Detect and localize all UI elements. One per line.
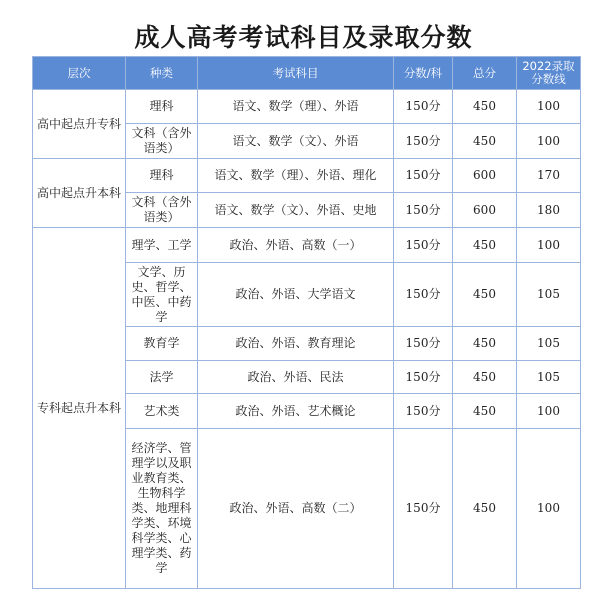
subjects-cell: 政治、外语、高数（一） (198, 228, 394, 263)
table-header-row (33, 57, 581, 90)
header-score-per-subject: 分数/科 (394, 57, 453, 90)
total-cell: 600 (453, 159, 517, 193)
score-cell: 150分 (394, 159, 453, 193)
table-row (33, 228, 581, 263)
category-cell: 教育学 (126, 327, 198, 361)
total-cell: 450 (453, 327, 517, 361)
subjects-cell: 政治、外语、艺术概论 (198, 394, 394, 429)
total-cell: 450 (453, 429, 517, 589)
cutoff-cell: 100 (517, 429, 581, 589)
category-cell: 理学、工学 (126, 228, 198, 263)
score-cell: 150分 (394, 124, 453, 159)
admission-score-table (32, 56, 581, 589)
cutoff-cell: 100 (517, 90, 581, 124)
header-subjects: 考试科目 (198, 57, 394, 90)
cutoff-cell: 105 (517, 327, 581, 361)
category-cell: 法学 (126, 361, 198, 394)
total-cell: 450 (453, 263, 517, 327)
level-cell: 高中起点升专科 (33, 90, 126, 159)
total-cell: 600 (453, 193, 517, 228)
subjects-cell: 政治、外语、教育理论 (198, 327, 394, 361)
score-cell: 150分 (394, 193, 453, 228)
score-cell: 150分 (394, 90, 453, 124)
level-cell: 高中起点升本科 (33, 159, 126, 228)
cutoff-cell: 170 (517, 159, 581, 193)
subjects-cell: 政治、外语、民法 (198, 361, 394, 394)
total-cell: 450 (453, 361, 517, 394)
category-cell: 经济学、管理学以及职业教育类、生物科学类、地理科学类、环境科学类、心理学类、药学 (126, 429, 198, 589)
level-cell: 专科起点升本科 (33, 228, 126, 589)
table-row (33, 90, 581, 124)
category-cell: 艺术类 (126, 394, 198, 429)
header-category: 种类 (126, 57, 198, 90)
header-level: 层次 (33, 57, 126, 90)
table-row (33, 159, 581, 193)
score-cell: 150分 (394, 361, 453, 394)
category-cell: 文学、历史、哲学、中医、中药学 (126, 263, 198, 327)
cutoff-cell: 105 (517, 263, 581, 327)
total-cell: 450 (453, 124, 517, 159)
subjects-cell: 语文、数学（理）、外语、理化 (198, 159, 394, 193)
subjects-cell: 政治、外语、高数（二） (198, 429, 394, 589)
header-total: 总分 (453, 57, 517, 90)
score-cell: 150分 (394, 263, 453, 327)
total-cell: 450 (453, 228, 517, 263)
category-cell: 理科 (126, 90, 198, 124)
cutoff-cell: 100 (517, 124, 581, 159)
cutoff-cell: 100 (517, 394, 581, 429)
total-cell: 450 (453, 90, 517, 124)
score-cell: 150分 (394, 228, 453, 263)
subjects-cell: 语文、数学（文）、外语 (198, 124, 394, 159)
subjects-cell: 语文、数学（文）、外语、史地 (198, 193, 394, 228)
category-cell: 理科 (126, 159, 198, 193)
subjects-cell: 语文、数学（理）、外语 (198, 90, 394, 124)
cutoff-cell: 105 (517, 361, 581, 394)
subjects-cell: 政治、外语、大学语文 (198, 263, 394, 327)
header-cutoff-2022: 2022录取分数线 (517, 57, 581, 90)
cutoff-cell: 100 (517, 228, 581, 263)
score-cell: 150分 (394, 429, 453, 589)
score-cell: 150分 (394, 394, 453, 429)
category-cell: 文科（含外语类） (126, 193, 198, 228)
page-title: 成人高考考试科目及录取分数 (134, 23, 473, 52)
category-cell: 文科（含外语类） (126, 124, 198, 159)
total-cell: 450 (453, 394, 517, 429)
cutoff-cell: 180 (517, 193, 581, 228)
score-cell: 150分 (394, 327, 453, 361)
